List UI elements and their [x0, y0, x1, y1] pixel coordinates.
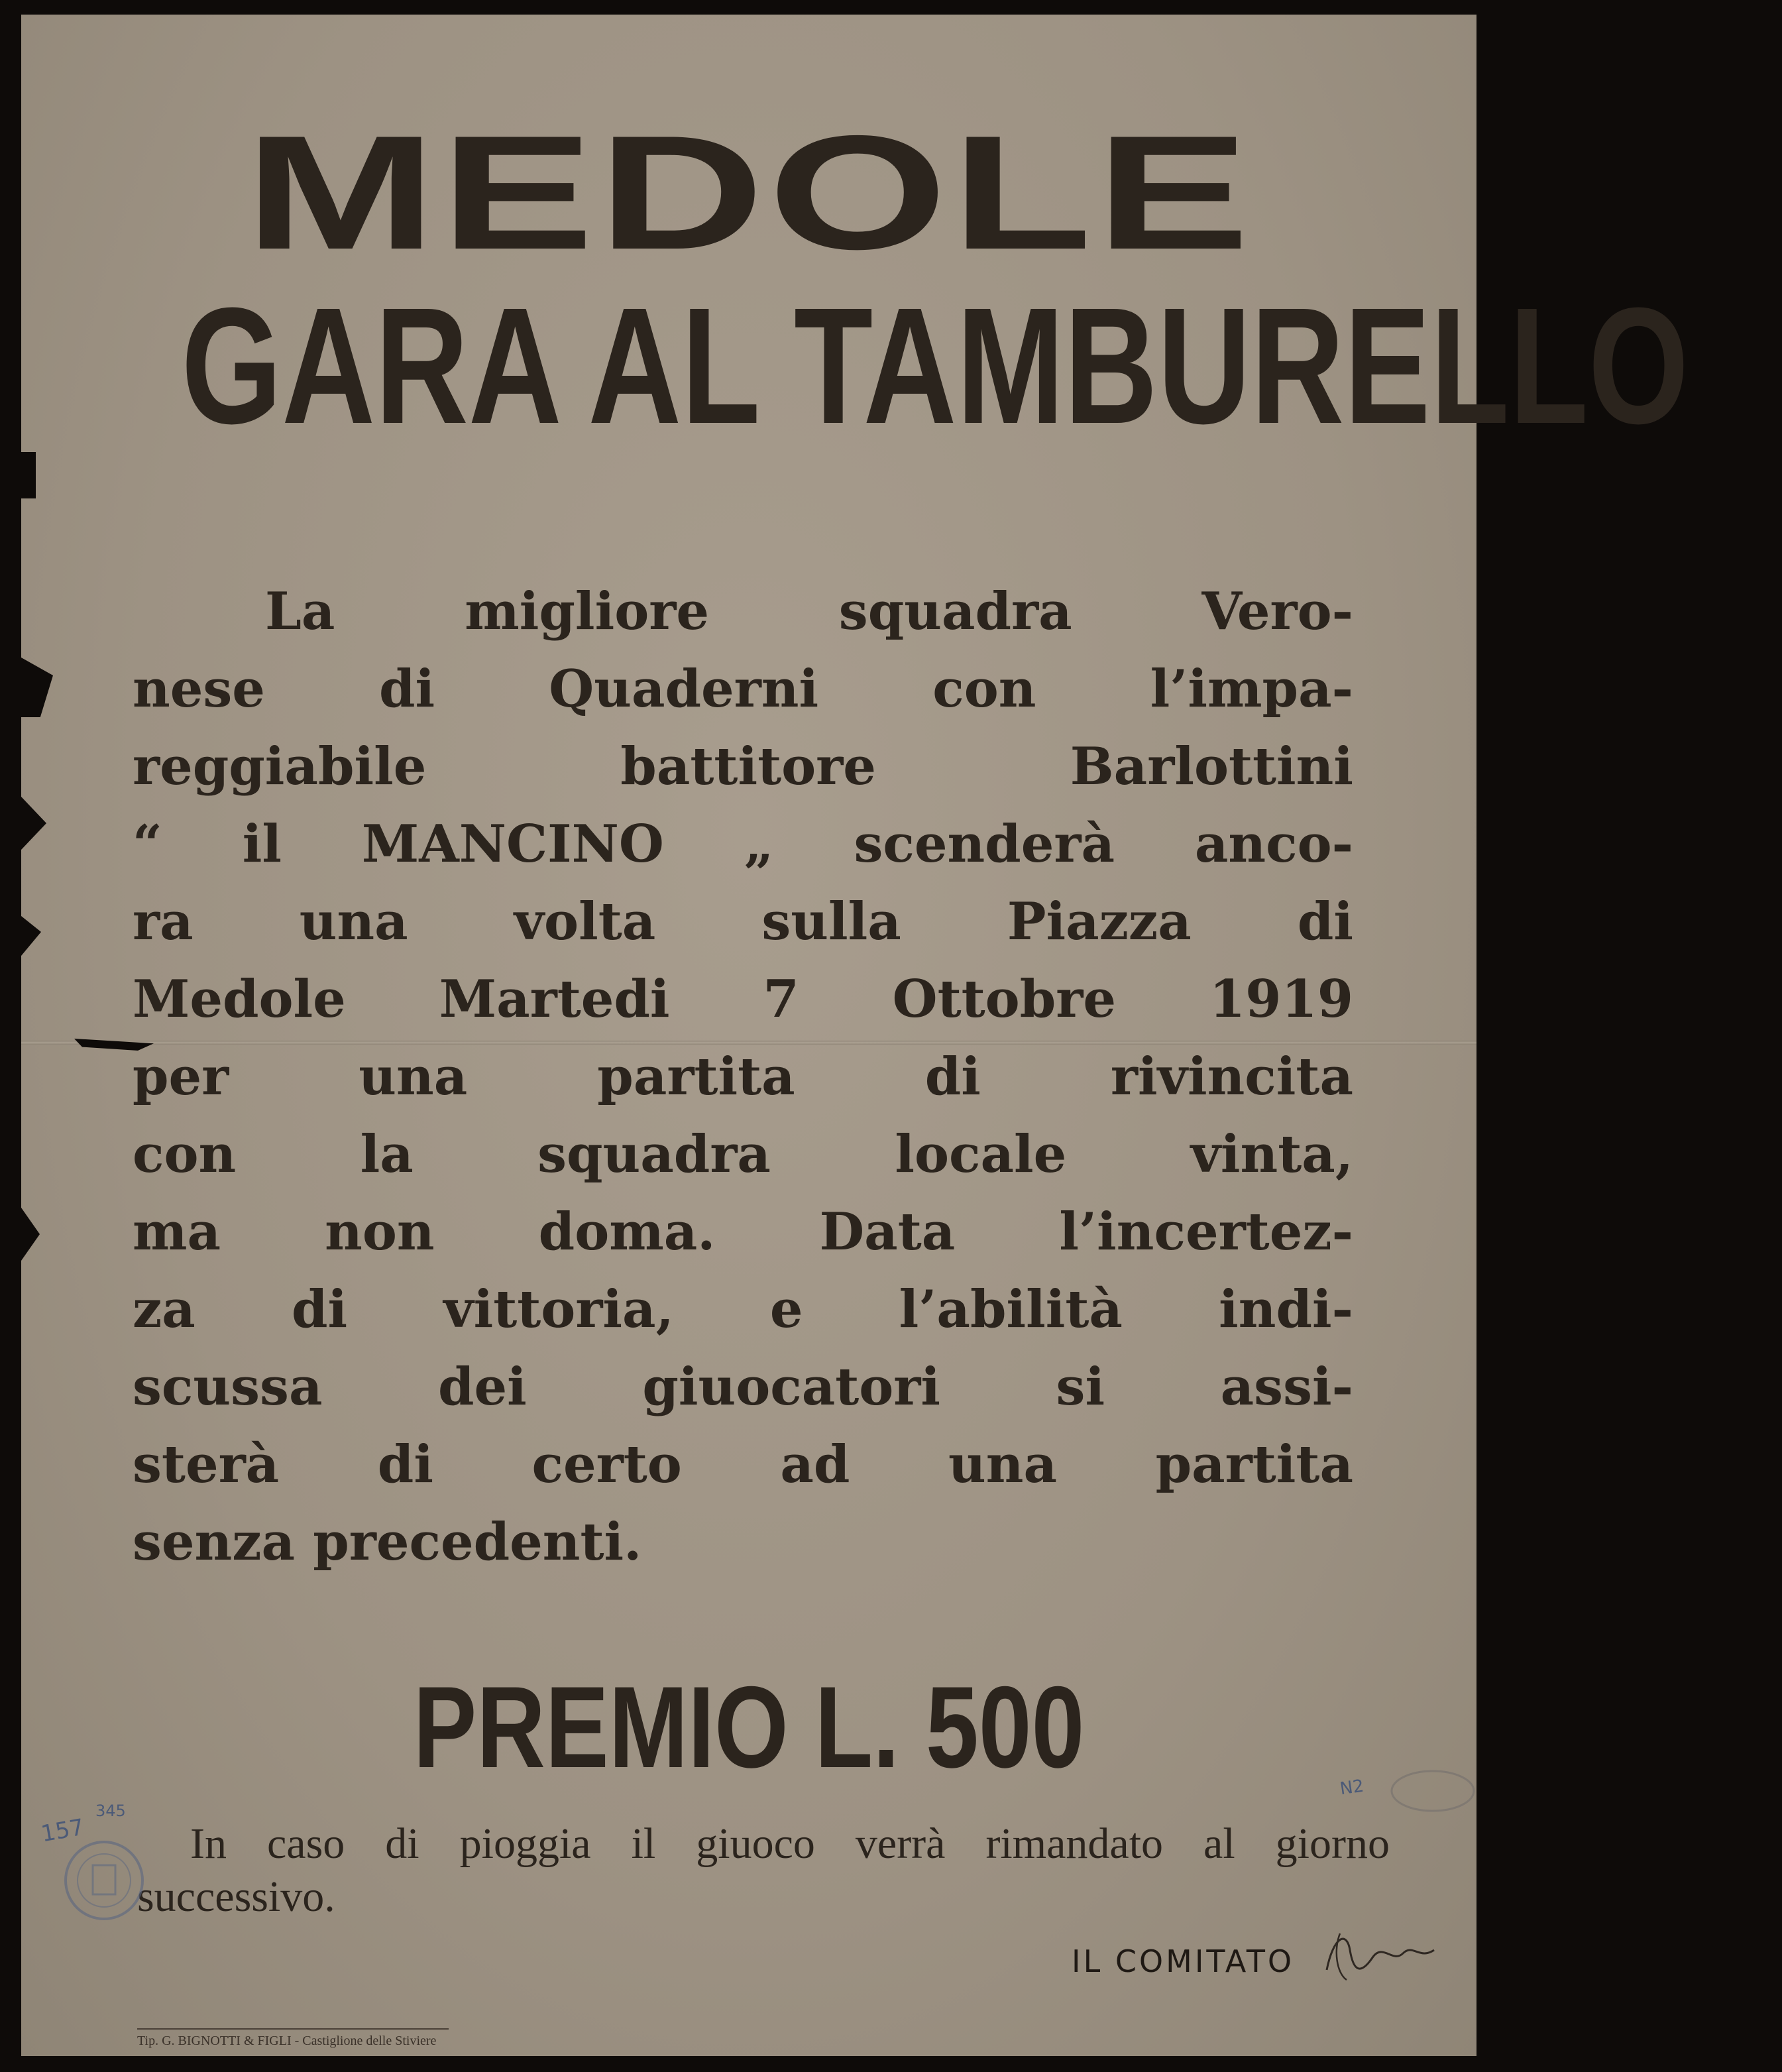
rain-notice-line: In caso di pioggia il giuoco verrà rimandato al giorno — [190, 1819, 1390, 1868]
poster-title-town: MEDOLE — [244, 101, 1254, 283]
printer-credit: Tip. G. BIGNOTTI & FIGLI - Castiglione delle Stiviere — [137, 2034, 437, 2048]
body-line: nese di Quaderni con l’impa- — [133, 659, 1353, 719]
prize-amount: PREMIO L. 500 — [413, 1663, 1085, 1792]
poster-sheet — [21, 15, 1689, 2056]
body-line: reggiabile battitore Barlottini — [133, 736, 1353, 797]
printer-divider — [137, 2028, 449, 2030]
body-line: ra una volta sulla Piazza di — [133, 892, 1353, 952]
body-line: sterà di certo ad una partita — [133, 1434, 1353, 1495]
announcement-body — [133, 573, 1353, 1581]
body-line: “ il MANCINO „ scenderà anco- — [133, 814, 1353, 874]
body-line: con la squadra locale vinta, — [133, 1124, 1353, 1184]
rain-notice — [137, 1817, 1390, 1924]
torn-edge — [21, 1208, 40, 1261]
handwritten-signature — [1320, 1924, 1439, 1983]
torn-edge — [21, 797, 46, 850]
signed-by: IL COMITATO — [1072, 1943, 1295, 1979]
poster-title-event: GARA AL TAMBURELLO — [181, 273, 1689, 458]
rain-notice-line: successivo. — [137, 1872, 335, 1921]
torn-edge — [21, 658, 53, 717]
receipt-stamp — [1373, 1764, 1479, 1824]
body-line: za di vittoria, e l’abilità indi- — [133, 1279, 1353, 1340]
inventory-number: 345 — [95, 1802, 126, 1820]
torn-edge — [21, 916, 41, 956]
body-line: ma non doma. Data l’incertez- — [133, 1202, 1353, 1262]
body-line: Medole Martedi 7 Ottobre 1919 — [133, 969, 1353, 1029]
inventory-prefix: 157 — [39, 1813, 86, 1848]
body-line: senza precedenti. — [133, 1512, 642, 1572]
body-line: per una partita di rivincita — [133, 1047, 1353, 1107]
body-line: La migliore squadra Vero- — [265, 581, 1353, 642]
archive-note-right: N2 — [1339, 1776, 1365, 1800]
torn-edge — [21, 452, 36, 498]
body-line: scussa dei giuocatori si assi- — [133, 1357, 1353, 1417]
